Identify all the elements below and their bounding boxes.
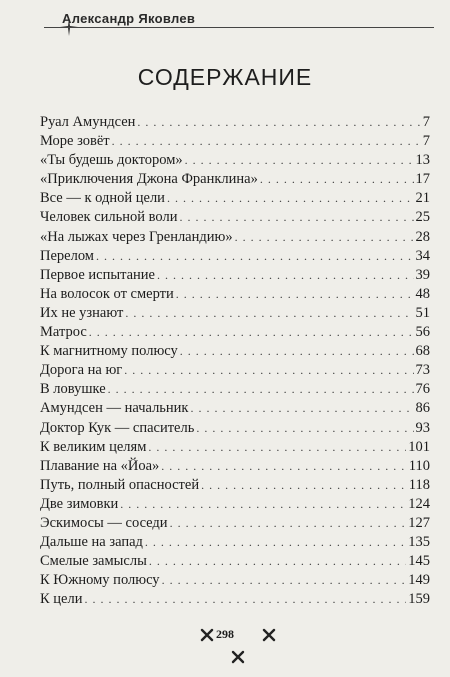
toc-entry-title: К великим целям — [40, 438, 147, 455]
toc-entry — [40, 590, 430, 609]
toc-entry-title: «Ты будешь доктором» — [40, 152, 183, 169]
toc-leader-dots — [112, 132, 421, 151]
toc-entry-page: 110 — [408, 457, 430, 474]
toc-entry-page: 127 — [408, 514, 430, 531]
toc-entry — [40, 304, 430, 323]
toc-entry-title: На волосок от смерти — [40, 285, 174, 302]
toc-entry — [40, 266, 430, 285]
running-head-author: Александр Яковлев — [62, 11, 196, 26]
toc-entry-title: «Приключения Джона Франклина» — [40, 171, 258, 188]
toc-leader-dots — [176, 285, 414, 304]
toc-entry-page: 93 — [415, 419, 430, 436]
toc-leader-dots — [120, 495, 406, 514]
toc-entry — [40, 132, 430, 151]
toc-entry-page: 118 — [408, 476, 430, 493]
toc-entry-title: К магнитному полюсу — [40, 343, 178, 360]
toc-entry-page: 21 — [415, 190, 430, 207]
toc-entry-page: 86 — [415, 400, 430, 417]
toc-entry-title: В ловушке — [40, 381, 106, 398]
toc-entry-page: 145 — [408, 553, 430, 570]
toc-entry — [40, 552, 430, 571]
toc-leader-dots — [125, 304, 413, 323]
toc-entry-page: 149 — [408, 572, 430, 589]
toc-entry-title: Матрос — [40, 324, 87, 341]
toc-entry — [40, 228, 430, 247]
toc-entry — [40, 533, 430, 552]
toc-entry-title: Море зовёт — [40, 133, 110, 150]
toc-leader-dots — [235, 228, 414, 247]
toc-leader-dots — [145, 533, 406, 552]
toc-entry — [40, 113, 430, 132]
toc-leader-dots — [162, 571, 407, 590]
toc-entry — [40, 342, 430, 361]
toc-entry-page: 56 — [415, 324, 430, 341]
toc-entry — [40, 323, 430, 342]
toc-entry — [40, 151, 430, 170]
toc-entry-title: Дорога на юг — [40, 362, 123, 379]
toc-entry — [40, 438, 430, 457]
toc-entry-page: 28 — [415, 228, 430, 245]
toc-entry-page: 101 — [408, 438, 430, 455]
toc-leader-dots — [137, 113, 420, 132]
toc-entry-title: Руал Амундсен — [40, 114, 136, 130]
toc-entry-title: Доктор Кук — спаситель — [40, 419, 195, 436]
toc-entry-title: Дальше на запад — [40, 534, 143, 551]
toc-entry — [40, 361, 430, 380]
toc-entry-page: 7 — [422, 133, 430, 150]
toc-leader-dots — [157, 266, 414, 285]
toc-entry — [40, 247, 430, 266]
toc-entry-title: Все — к одной цели — [40, 190, 165, 207]
toc-entry — [40, 170, 430, 189]
toc-entry-page: 7 — [422, 114, 430, 130]
toc-entry — [40, 189, 430, 208]
toc-leader-dots — [170, 514, 407, 533]
toc-leader-dots — [201, 476, 407, 495]
toc-leader-dots — [108, 380, 414, 399]
table-of-contents — [40, 113, 430, 609]
toc-entry-page: 159 — [408, 591, 430, 608]
toc-entry-page: 17 — [415, 171, 430, 188]
toc-entry-title: Первое испытание — [40, 266, 155, 283]
toc-entry-page: 73 — [415, 362, 430, 379]
toc-entry — [40, 495, 430, 514]
toc-entry-title: «На лыжах через Гренландию» — [40, 228, 233, 245]
toc-entry-title: Путь, полный опасностей — [40, 476, 200, 493]
toc-leader-dots — [124, 361, 413, 380]
toc-entry-page: 135 — [408, 534, 430, 551]
toc-entry-title: Две зимовки — [40, 495, 119, 512]
toc-leader-dots — [185, 151, 414, 170]
toc-entry — [40, 380, 430, 399]
toc-entry — [40, 419, 430, 438]
toc-leader-dots — [89, 323, 414, 342]
toc-entry — [40, 208, 430, 227]
toc-entry-page: 124 — [408, 495, 430, 512]
toc-leader-dots — [190, 399, 413, 418]
header-rule — [44, 27, 434, 28]
toc-entry — [40, 514, 430, 533]
toc-entry-title: Плавание на «Йоа» — [40, 457, 160, 474]
toc-entry-title: Эскимосы — соседи — [40, 514, 168, 531]
toc-entry-title: К Южному полюсу — [40, 572, 160, 589]
cross-ornament-icon — [231, 650, 245, 664]
toc-leader-dots — [179, 208, 413, 227]
page-footer — [0, 624, 450, 674]
toc-leader-dots — [196, 419, 413, 438]
toc-entry-title: Смелые замыслы — [40, 553, 147, 570]
toc-leader-dots — [149, 552, 406, 571]
toc-leader-dots — [167, 189, 414, 208]
cross-ornament-icon — [262, 628, 276, 642]
toc-leader-dots — [85, 590, 407, 609]
toc-entry-title: Человек сильной воли — [40, 209, 178, 226]
toc-entry — [40, 399, 430, 418]
page-number: 298 — [216, 627, 234, 641]
toc-entry — [40, 571, 430, 590]
toc-entry-page: 39 — [415, 266, 430, 283]
toc-leader-dots — [96, 247, 414, 266]
toc-entry — [40, 285, 430, 304]
toc-leader-dots — [148, 438, 406, 457]
toc-leader-dots — [180, 342, 414, 361]
toc-entry-title: К цели — [40, 591, 83, 608]
toc-entry-title: Их не узнают — [40, 304, 124, 321]
toc-entry-page: 48 — [415, 285, 430, 302]
toc-entry-title: Перелом — [40, 247, 94, 264]
toc-entry-page: 34 — [415, 247, 430, 264]
toc-entry — [40, 457, 430, 476]
toc-entry-page: 76 — [415, 381, 430, 398]
toc-entry-page: 25 — [415, 209, 430, 226]
toc-entry-page: 13 — [415, 152, 430, 169]
toc-entry — [40, 476, 430, 495]
toc-entry-title: Амундсен — начальник — [40, 400, 189, 417]
toc-entry-page: 68 — [415, 343, 430, 360]
toc-leader-dots — [161, 457, 406, 476]
page-title: СОДЕРЖАНИЕ — [137, 64, 313, 90]
toc-entry-page: 51 — [415, 304, 430, 321]
toc-leader-dots — [260, 170, 414, 189]
